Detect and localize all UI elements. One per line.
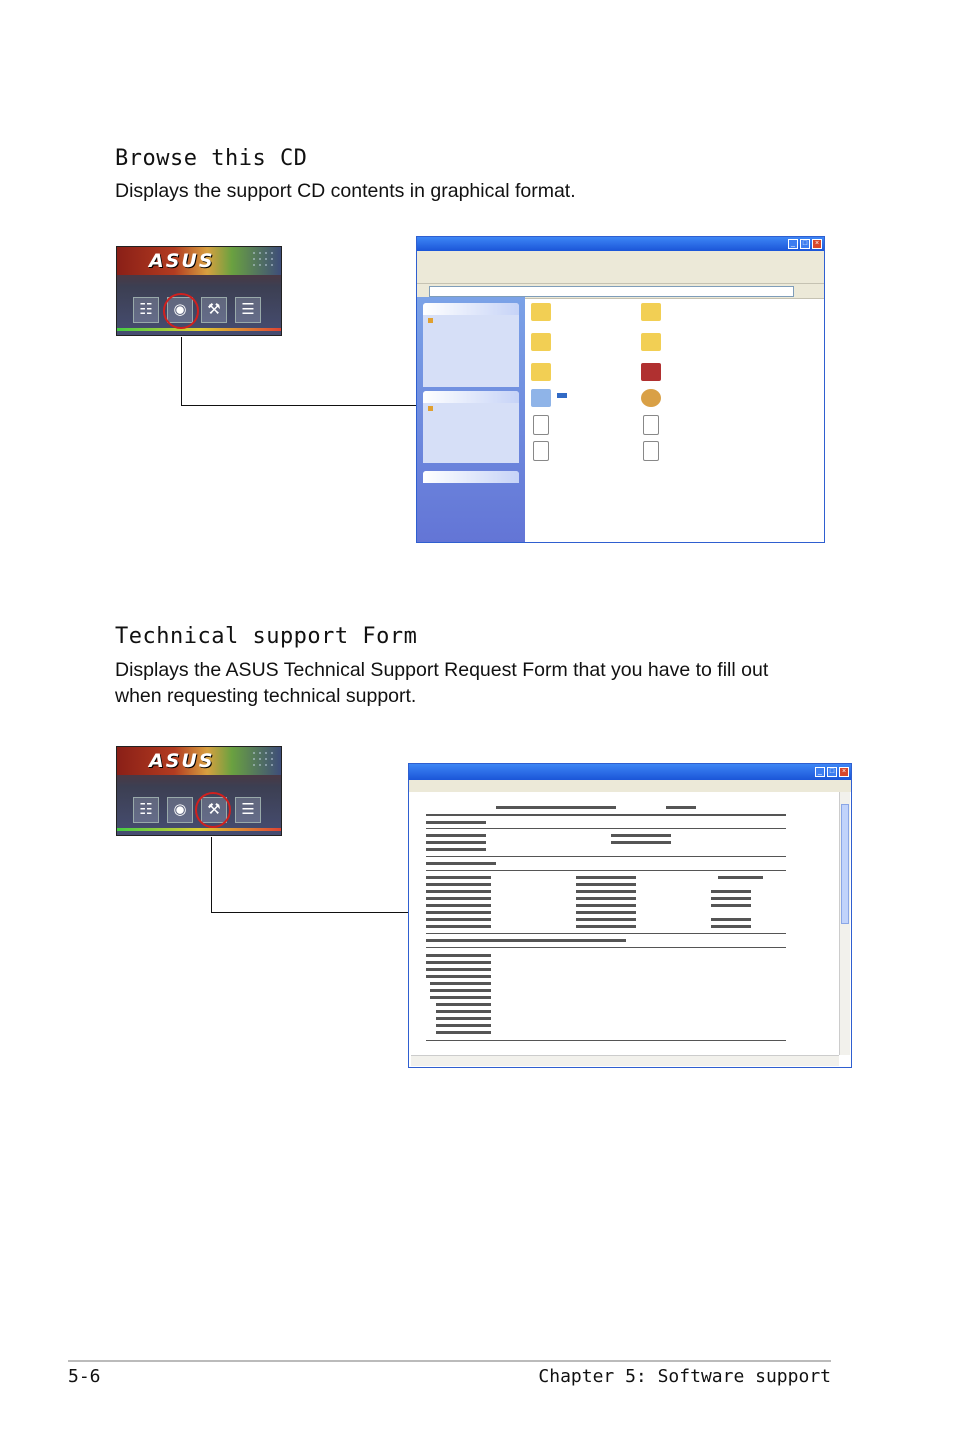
folder-item [641, 331, 741, 357]
connector-line-horizontal [181, 405, 417, 406]
section-description-tech-support-line1: Displays the ASUS Technical Support Request Form that you have to fill out [115, 659, 769, 681]
connector-line-horizontal [211, 912, 409, 913]
folder-item [531, 361, 631, 387]
minimize-icon: _ [788, 239, 798, 249]
notepad-menubar [409, 780, 851, 792]
highlight-circle-wrench-icon [195, 792, 231, 828]
page-number: 5-6 [68, 1366, 101, 1387]
section-heading-browse-cd: Browse this CD [115, 146, 308, 171]
document-item [533, 439, 633, 465]
form-text-lines [426, 804, 806, 1055]
file-item [641, 361, 741, 387]
maximize-icon: □ [800, 239, 810, 249]
footer-rule [68, 1360, 831, 1362]
asus-menu-thumbnail [116, 246, 282, 336]
document-item [643, 413, 743, 439]
scrollbar-thumb [841, 804, 849, 924]
address-box [429, 286, 794, 297]
notepad-text-area [411, 792, 839, 1055]
drivers-icon[interactable]: ☷ [133, 297, 159, 323]
explorer-window-screenshot [416, 236, 825, 543]
notepad-vertical-scrollbar [839, 792, 850, 1055]
document-icon[interactable]: ☰ [235, 797, 261, 823]
explorer-menubar [417, 251, 824, 263]
folder-item [531, 301, 631, 327]
document-icon[interactable]: ☰ [235, 297, 261, 323]
minimize-icon: _ [815, 767, 825, 777]
explorer-task-pane [417, 297, 525, 542]
wrench-icon[interactable]: ⚒ [201, 297, 227, 323]
notepad-horizontal-scrollbar [411, 1055, 839, 1066]
asus-logo: ASUS [149, 750, 215, 772]
file-item-selected [531, 387, 631, 413]
details-panel [423, 471, 519, 483]
folder-item [641, 301, 741, 327]
asus-logo: ASUS [149, 250, 215, 272]
asus-menu-thumbnail [116, 746, 282, 836]
document-item [533, 413, 633, 439]
wrench-icon[interactable]: ⚒ [201, 797, 227, 823]
connector-line-vertical [211, 837, 212, 912]
highlight-circle-cd-icon [163, 293, 199, 329]
section-description-tech-support-line2: when requesting technical support. [115, 685, 417, 707]
asus-color-bar [117, 828, 281, 831]
section-description-browse-cd: Displays the support CD contents in graphical format. [115, 180, 576, 202]
cd-icon[interactable]: ◉ [167, 297, 193, 323]
file-folder-tasks-panel [423, 303, 519, 387]
section-heading-tech-support: Technical support Form [115, 624, 418, 649]
close-icon: × [839, 767, 849, 777]
maximize-icon: □ [827, 767, 837, 777]
folder-item [531, 331, 631, 357]
notepad-titlebar [409, 764, 851, 780]
explorer-titlebar [417, 237, 824, 251]
explorer-file-area [529, 299, 824, 542]
notepad-window-screenshot [408, 763, 852, 1068]
document-item [643, 439, 743, 465]
drivers-icon[interactable]: ☷ [133, 797, 159, 823]
other-places-panel [423, 391, 519, 463]
decorative-dots [251, 250, 273, 270]
connector-line-vertical [181, 337, 182, 405]
chapter-title: Chapter 5: Software support [538, 1366, 831, 1387]
cd-icon[interactable]: ◉ [167, 797, 193, 823]
explorer-toolbar [417, 263, 824, 284]
asus-color-bar [117, 328, 281, 331]
close-icon: × [812, 239, 822, 249]
file-item [641, 387, 741, 413]
decorative-dots [251, 750, 273, 770]
